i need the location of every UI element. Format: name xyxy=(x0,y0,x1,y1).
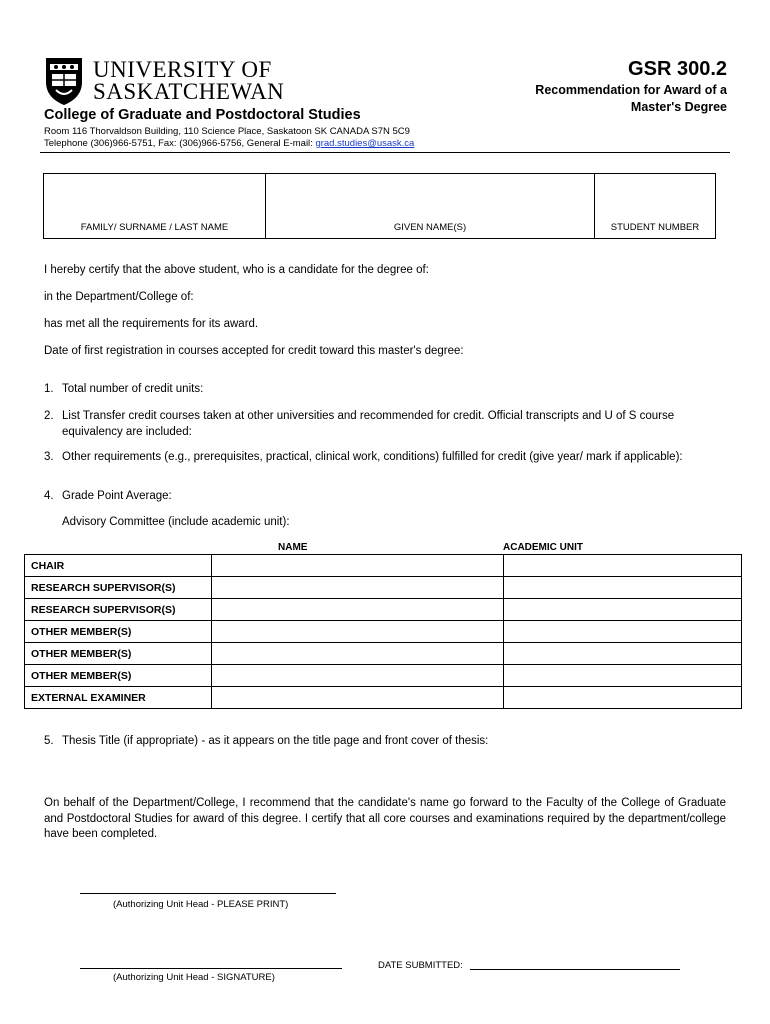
item-text: Grade Point Average: xyxy=(62,490,172,502)
item-thesis-title xyxy=(44,735,488,747)
committee-role: OTHER MEMBER(S) xyxy=(25,621,212,643)
department-statement: in the Department/College of: xyxy=(44,291,194,303)
item-text-continued: equivalency are included: xyxy=(62,426,192,438)
committee-member-name-field[interactable] xyxy=(212,555,504,577)
recommendation-statement: On behalf of the Department/College, I recommend that the candidate's name go forward to the Faculty of the College of Graduate and Postdoctoral Studies for award of this degree. I certify that all core courses and examinations required by the department/college have been completed. xyxy=(44,797,726,840)
committee-academic-unit-field[interactable] xyxy=(504,665,742,687)
committee-member-name-field[interactable] xyxy=(212,665,504,687)
university-crest-logo xyxy=(44,56,84,106)
item-text: Total number of credit units: xyxy=(62,383,204,395)
student-number-label: STUDENT NUMBER xyxy=(610,222,700,233)
university-name-line2: SASKATCHEWAN xyxy=(93,79,285,104)
committee-role: RESEARCH SUPERVISOR(S) xyxy=(25,599,212,621)
signature-line[interactable] xyxy=(80,968,342,969)
committee-member-name-field[interactable] xyxy=(212,643,504,665)
contact-text: Telephone (306)966-5751, Fax: (306)966-5756, General E-mail: xyxy=(44,138,316,149)
item-gpa xyxy=(44,490,172,502)
signature-caption: (Authorizing Unit Head - SIGNATURE) xyxy=(113,972,275,983)
committee-row xyxy=(25,599,742,621)
item-transfer-credits xyxy=(44,408,734,440)
committee-member-name-field[interactable] xyxy=(212,599,504,621)
date-submitted-line[interactable] xyxy=(470,969,680,970)
given-name-field[interactable] xyxy=(266,174,595,238)
surname-field[interactable] xyxy=(44,174,266,238)
item-other-requirements xyxy=(44,451,683,463)
committee-unit-header: ACADEMIC UNIT xyxy=(503,542,583,553)
student-name-box xyxy=(43,173,716,239)
committee-row xyxy=(25,621,742,643)
committee-row xyxy=(25,577,742,599)
committee-role: OTHER MEMBER(S) xyxy=(25,643,212,665)
committee-academic-unit-field[interactable] xyxy=(504,643,742,665)
item-text: List Transfer credit courses taken at other universities and recommended for credit. Official transcripts and U of S course xyxy=(62,410,675,422)
email-link[interactable]: grad.studies@usask.ca xyxy=(315,138,415,149)
item-number: 1. xyxy=(44,383,54,395)
item-text: Other requirements (e.g., prerequisites, practical, clinical work, conditions) fulfilled for credit (give year/ mark if applicable): xyxy=(62,451,683,463)
first-registration-statement: Date of first registration in courses accepted for credit toward this master's degree: xyxy=(44,345,464,357)
committee-academic-unit-field[interactable] xyxy=(504,577,742,599)
committee-member-name-field[interactable] xyxy=(212,577,504,599)
college-address: Room 116 Thorvaldson Building, 110 Science Place, Saskatoon SK CANADA S7N 5C9 xyxy=(44,126,410,137)
item-number: 4. xyxy=(44,490,54,502)
certify-statement: I hereby certify that the above student, who is a candidate for the degree of: xyxy=(44,264,429,276)
form-title-line1: Recommendation for Award of a xyxy=(535,83,727,97)
given-name-label: GIVEN NAME(S) xyxy=(393,222,467,233)
committee-role: OTHER MEMBER(S) xyxy=(25,665,212,687)
committee-member-name-field[interactable] xyxy=(212,621,504,643)
student-number-field[interactable] xyxy=(595,174,715,238)
committee-row xyxy=(25,687,742,709)
committee-academic-unit-field[interactable] xyxy=(504,599,742,621)
form-number: GSR 300.2 xyxy=(628,58,727,80)
committee-name-header: NAME xyxy=(278,542,308,553)
print-name-caption: (Authorizing Unit Head - PLEASE PRINT) xyxy=(113,899,289,910)
committee-role: RESEARCH SUPERVISOR(S) xyxy=(25,577,212,599)
university-name-line1: UNIVERSITY OF xyxy=(93,57,272,82)
committee-role: CHAIR xyxy=(25,555,212,577)
committee-row xyxy=(25,555,742,577)
committee-intro: Advisory Committee (include academic unit): xyxy=(62,516,290,528)
requirements-statement: has met all the requirements for its award. xyxy=(44,318,259,330)
committee-table xyxy=(24,554,742,709)
college-name: College of Graduate and Postdoctoral Studies xyxy=(44,107,361,123)
committee-role: EXTERNAL EXAMINER xyxy=(25,687,212,709)
date-submitted-label: DATE SUBMITTED: xyxy=(378,960,463,971)
committee-academic-unit-field[interactable] xyxy=(504,687,742,709)
item-number: 5. xyxy=(44,735,54,747)
surname-label: FAMILY/ SURNAME / LAST NAME xyxy=(80,222,229,233)
item-number: 2. xyxy=(44,410,54,422)
item-number: 3. xyxy=(44,451,54,463)
committee-academic-unit-field[interactable] xyxy=(504,555,742,577)
form-title-line2: Master's Degree xyxy=(630,100,727,114)
committee-row xyxy=(25,665,742,687)
print-name-line[interactable] xyxy=(80,893,336,894)
form-title xyxy=(467,82,727,116)
committee-academic-unit-field[interactable] xyxy=(504,621,742,643)
committee-row xyxy=(25,643,742,665)
item-text: Thesis Title (if appropriate) - as it appears on the title page and front cover of thesis: xyxy=(62,735,489,747)
college-contact xyxy=(44,138,414,149)
header-divider xyxy=(40,152,730,153)
committee-member-name-field[interactable] xyxy=(212,687,504,709)
item-credit-units xyxy=(44,383,203,395)
